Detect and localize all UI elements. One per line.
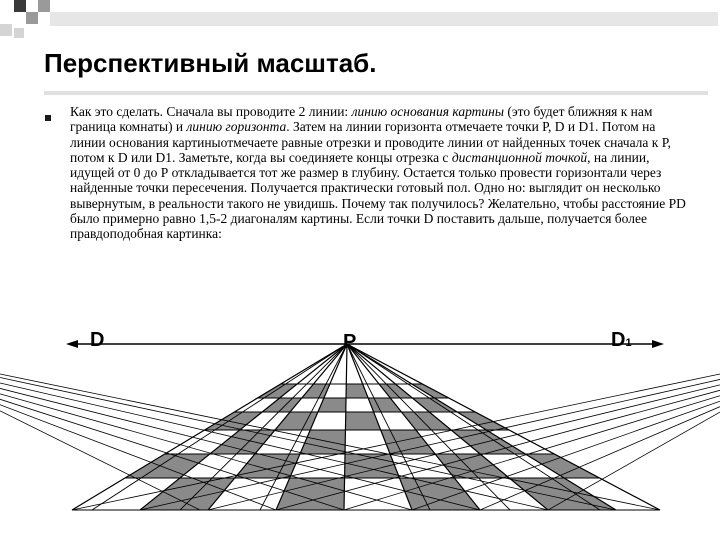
ray-to-p [347, 344, 600, 510]
deco-square-mid [26, 12, 38, 24]
text-segment: , на линии, идущей от 0 до Р откладывается тот же размер в глубину. Остается только провести горизонтали через найденные точки пересечения. Получается практически готовый пол. Одно но: выглядит он несколько вывернутым, в реальности такого не увидишь. Почему так получилось? Желательно, чтобы расстояние PD было примерно равно 1,5-2 диагоналям картины. Если точки D поставить дальше, получается более правдоподобная картинка: [70, 149, 686, 242]
floor-tile [451, 430, 525, 454]
ray-to-p [347, 344, 660, 510]
floor-tile [412, 398, 457, 412]
floor-tile [509, 478, 616, 510]
label-distance-point-d: D [90, 329, 105, 351]
floor-tile [345, 412, 380, 430]
deco-square-light [14, 28, 24, 38]
text-segment: . Затем на линии горизонта отмечаете точки Р, D и D1. Потом на линии основания картиныотмечаете равные отрезки и проводите линии от найденных точек сначала к Р, потом к D или D1. Заметьте, когда вы соединяете концы отрезка с [70, 119, 671, 165]
floor-tile [318, 398, 346, 412]
floor-tile [302, 384, 330, 398]
diagonal-to-d1 [548, 412, 720, 510]
bullet-square-icon [45, 115, 51, 121]
diagonal-to-d1 [480, 407, 720, 510]
label-distance-point-d1: D1 [611, 329, 632, 351]
text-segment: (это будет ближняя к нам граница комнаты) и [70, 104, 653, 135]
deco-square-light [0, 24, 12, 36]
term-horizon-line: линию горизонта [186, 119, 287, 135]
deco-square-mid [38, 0, 50, 12]
perspective-floor-figure [0, 318, 720, 540]
term-base-line: линию основания картины [351, 104, 504, 119]
horizon-line [66, 340, 664, 348]
floor-tile [140, 478, 235, 510]
arrow-left-icon [66, 340, 78, 348]
text-segment: Как это сделать. Сначала вы проводите 2 линии: [70, 104, 352, 119]
slide-title: Перспективный масштаб. [44, 48, 377, 78]
deco-band [50, 12, 718, 26]
label-vanishing-point-p: P [343, 331, 357, 353]
term-distance-point: дистанционной точкой [451, 149, 588, 165]
title-underline [44, 91, 708, 95]
bullet-paragraph [70, 104, 690, 242]
deco-square-dark [14, 0, 26, 12]
arrow-right-icon [652, 340, 664, 348]
